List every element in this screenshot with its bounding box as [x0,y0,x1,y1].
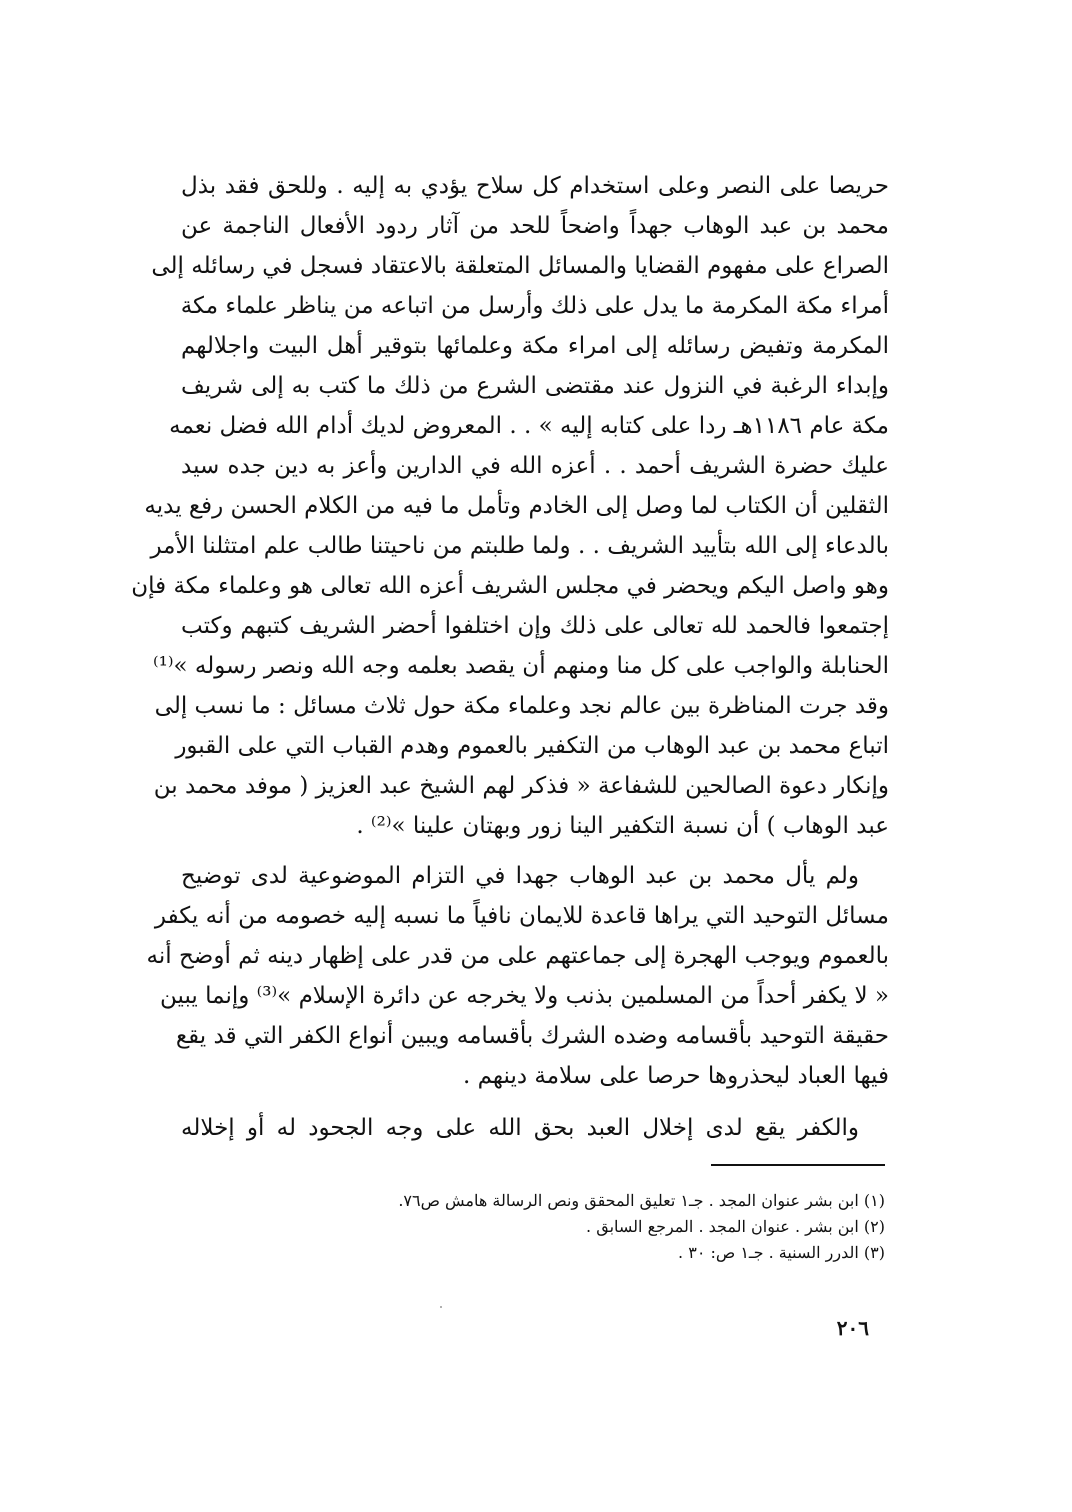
text-line: الثقلين أن الكتاب لما وصل إلى الخادم وتأمل ما فيه من الكلام الحسن رفع يديه [144,493,889,519]
scan-speck [440,1306,442,1308]
text-line: عليك حضرة الشريف أحمد . . أعزه الله في الدارين وأعز به دين جده سيد [181,453,889,479]
footnote-divider [711,1164,885,1166]
text-line: « لا يكفر أحداً من المسلمين بذنب ولا يخرجه عن دائرة الإسلام »⁽³⁾ وإنما يبين [160,983,889,1009]
text-line: مكة عام ١١٨٦هـ ردا على كتابه إليه » . . المعروض لديك أدام الله فضل نعمه [169,413,889,439]
text-line: بالدعاء إلى الله بتأييد الشريف . . ولما طلبتم من ناحيتنا طالب علم امتثلنا الأمر [150,533,889,559]
text-line: محمد بن عبد الوهاب جهداً واضحاً للحد من آثار ردود الأفعال الناجمة عن [181,213,889,239]
text-line: وهو واصل اليكم ويحضر في مجلس الشريف أعزه الله تعالى هو وعلماء مكة فإن [131,573,889,599]
text-line: والكفر يقع لدى إخلال العبد بحق الله على وجه الجحود له أو إخلاله [181,1115,859,1141]
text-line: الحنابلة والواجب على كل منا ومنهم أن يقصد بعلمه وجه الله ونصر رسوله »⁽¹⁾ [152,653,889,679]
footnote-3: (٣) الدرر السنية . جـ١ ص: ٣٠ . [678,1243,885,1262]
footnote-1: (١) ابن بشر عنوان المجد . جـ١ تعليق المحقق ونص الرسالة هامش ص٧٦. [398,1191,885,1210]
text-line: المكرمة وتفيض رسائله إلى امراء مكة وعلمائها بتوقير أهل البيت واجلالهم [181,333,889,359]
text-line: أمراء مكة المكرمة ما يدل على ذلك وأرسل من اتباعه من يناظر علماء مكة [180,293,889,319]
text-line: اتباع محمد بن عبد الوهاب من التكفير بالعموم وهدم القباب التي على القبور [175,733,889,759]
text-line: بالعموم ويوجب الهجرة إلى جماعتهم على من قدر على إظهار دينه ثم أوضح أنه [146,943,889,969]
text-line: حقيقة التوحيد بأقسامه وضده الشرك بأقسامه ويبين أنواع الكفر التي قد يقع [175,1023,889,1049]
text-line: الصراع على مفهوم القضايا والمسائل المتعلقة بالاعتقاد فسجل في رسائله إلى [151,253,889,279]
text-line: ولم يأل محمد بن عبد الوهاب جهدا في التزام الموضوعية لدى توضيح [181,863,859,889]
text-line: وإنكار دعوة الصالحين للشفاعة « فذكر لهم الشيخ عبد العزيز ( موفد محمد بن [153,773,889,799]
text-line: عبد الوهاب ) أن نسبة التكفير الينا زور وبهتان علينا »⁽²⁾ . [356,813,889,839]
text-line: إجتمعوا فالحمد لله تعالى على ذلك وإن اختلفوا أحضر الشريف كتبهم وكتب [181,613,889,639]
text-line: حريصا على النصر وعلى استخدام كل سلاح يؤدي به إليه . وللحق فقد بذل [181,173,889,199]
footnote-2: (٢) ابن بشر . عنوان المجد . المرجع السابق . [586,1217,885,1236]
text-line: مسائل التوحيد التي يراها قاعدة للايمان نافياً ما نسبه إليه خصومه من أنه يكفر [154,903,889,929]
paragraph-2 [146,856,889,1096]
text-line: وقد جرت المناظرة بين عالم نجد وعلماء مكة حول ثلاث مسائل : ما نسب إلى [154,693,889,719]
text-line: وإبداء الرغبة في النزول عند مقتضى الشرع من ذلك ما كتب به إلى شريف [181,373,889,399]
text-line: فيها العباد ليحذروها حرصا على سلامة دينهم . [462,1063,889,1089]
paragraph-3 [181,1108,889,1148]
paragraph-1 [131,166,889,846]
page-number: ٢٠٦ [836,1316,869,1340]
footnotes [365,1188,885,1266]
